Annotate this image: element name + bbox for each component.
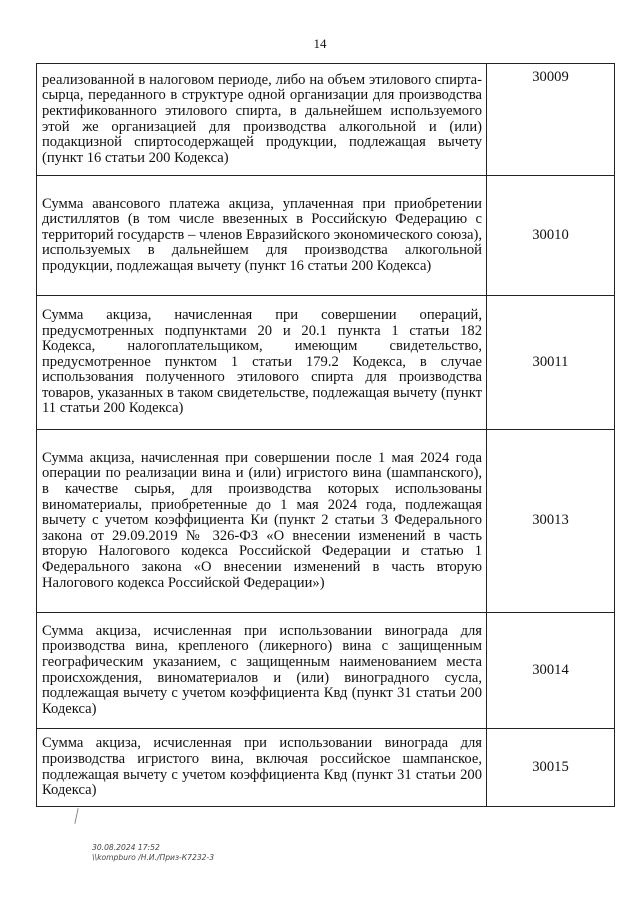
row-code: 30014: [487, 613, 615, 729]
page-number: 14: [313, 36, 327, 51]
row-description: Сумма акциза, начисленная при совершении после 1 мая 2024 года операции по реализации вина и (или) игристого вина (шампанского), в качестве сырья, для производства которых использованы виноматериалы, приобретенные до 1 мая 2024 года, подлежащая вычету с учетом коэффициента Ки (пункт 2 статьи 3 Федерального закона от 29.09.2019 № 326-ФЗ «О внесении изменений в часть вторую Налогового кодекса Российской Федерации и статью 1 Федерального закона «О внесении изменений в часть вторую Налогового кодекса Российской Федерации»): [37, 430, 487, 613]
row-description: реализованной в налоговом периоде, либо на объем этилового спирта-сырца, переданного в структуре одной организации для производства ректификованного этилового спирта, в дальнейшем используемого этой же организацией для производства алкогольной и (или) подакцизной спиртосодержащей продукции, подлежащая вычету (пункт 16 статьи 200 Кодекса): [37, 64, 487, 176]
row-code: 30010: [487, 176, 615, 296]
excise-deduction-table: [36, 63, 615, 807]
footer-file-path: \\kompburo /Н.И./Приз-К7232-3: [92, 853, 215, 862]
row-description: Сумма акциза, исчисленная при использовании винограда для производства игристого вина, включая российское шампанское, подлежащая вычету с учетом коэффициента Квд (пункт 31 статьи 200 Кодекса): [37, 729, 487, 807]
table-row: [37, 64, 615, 176]
row-description: Сумма авансового платежа акциза, уплаченная при приобретении дистиллятов (в том числе ввезенных в Российскую Федерацию с территорий государств – членов Евразийского экономического союза), используемых в дальнейшем для производства алкогольной продукции, подлежащая вычету (пункт 16 статьи 200 Кодекса): [37, 176, 487, 296]
table-row: [37, 176, 615, 296]
table-row: [37, 613, 615, 729]
row-code: 30011: [487, 296, 615, 430]
row-code: 30009: [487, 64, 615, 176]
table-row: [37, 296, 615, 430]
footer: [92, 843, 214, 863]
table-row: [37, 729, 615, 807]
row-code: 30013: [487, 430, 615, 613]
row-description: Сумма акциза, исчисленная при использовании винограда для производства вина, крепленого (ликерного) вина с защищенным географическим указанием, с защищенным наименованием места происхождения, виноматериалов и (или) виноградного сусла, подлежащая вычету с учетом коэффициента Квд (пункт 31 статьи 200 Кодекса): [37, 613, 487, 729]
row-code: 30015: [487, 729, 615, 807]
scan-mark: [74, 808, 78, 824]
table-row: [37, 430, 615, 613]
row-description: Сумма акциза, начисленная при совершении операций, предусмотренных подпунктами 20 и 20.1 пункта 1 статьи 182 Кодекса, налогоплательщиком, имеющим свидетельство, предусмотренное пунктом 1 статьи 179.2 Кодекса, в случае использования полученного этилового спирта для производства товаров, указанных в таком свидетельстве, подлежащая вычету (пункт 11 статьи 200 Кодекса): [37, 296, 487, 430]
footer-timestamp: 30.08.2024 17:52: [92, 843, 160, 852]
